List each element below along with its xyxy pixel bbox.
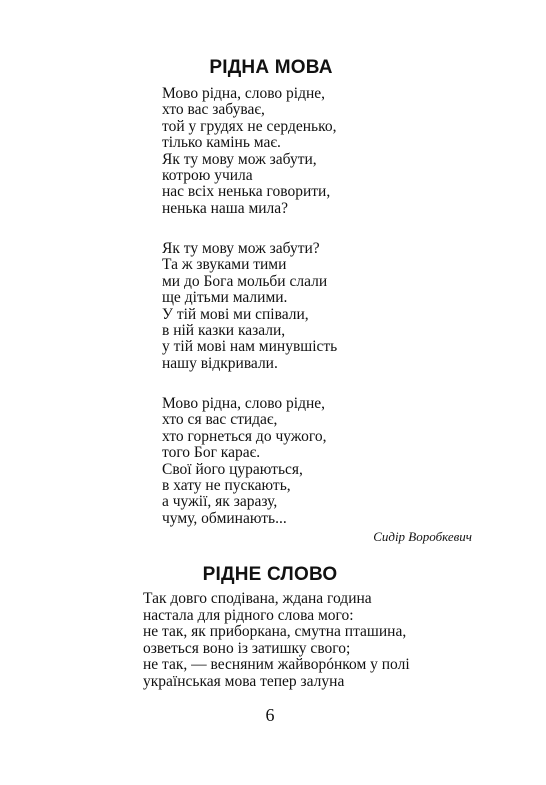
poem-line: українськая мова тепер залуна bbox=[143, 672, 345, 690]
poem-line: а чужії, як заразу, bbox=[162, 493, 278, 511]
poem-body bbox=[143, 591, 410, 691]
poem-stanza bbox=[162, 86, 336, 217]
poem-line: хто ся вас стидає, bbox=[162, 411, 278, 429]
poem-line: в хату не пускають, bbox=[162, 477, 291, 495]
poem-line: нашу відкривали. bbox=[162, 354, 278, 372]
poem-author: Сидір Воробкевич bbox=[373, 529, 472, 544]
poem-line: Мово рідна, слово рідне, bbox=[162, 395, 326, 412]
poem-line: того Бог карає. bbox=[162, 444, 261, 462]
poem-line: не так, як приборкана, смутна пташина, bbox=[143, 623, 407, 641]
poem-line: Мово рідна, слово рідне, bbox=[162, 85, 326, 102]
poem-line: хто вас забуває, bbox=[162, 101, 265, 119]
poem-line: ми до Бога мольби слали bbox=[162, 272, 328, 290]
poem-line: хто горнеться до чужого, bbox=[162, 427, 327, 445]
poem-line: у тій мові нам минувшість bbox=[162, 338, 338, 356]
poem-line: настала для рідного слова мого: bbox=[143, 606, 354, 624]
poem-stanza bbox=[162, 241, 337, 372]
poem-line: нас всіх ненька говорити, bbox=[162, 183, 331, 201]
poem-line: Та ж звуками тими bbox=[162, 256, 287, 274]
poem-line: котрою учила bbox=[162, 167, 253, 185]
page-number: 6 bbox=[265, 705, 275, 725]
poem-line: ще дітьми малими. bbox=[162, 289, 288, 307]
poem-line: в ній казки казали, bbox=[162, 322, 286, 340]
poem-line: не так, — весняним жайворóнком у полі bbox=[143, 656, 410, 674]
poem-stanza bbox=[162, 396, 326, 527]
poem-title: РІДНА МОВА bbox=[209, 57, 333, 78]
poem-line: озветься воно із затишку свого; bbox=[143, 639, 351, 657]
poem-line: Як ту мову мож забути, bbox=[162, 150, 317, 168]
poem-title: РІДНЕ СЛОВО bbox=[202, 564, 338, 585]
poem-line: чуму, обминають... bbox=[162, 509, 287, 527]
poem-line: Так довго сподівана, ждана година bbox=[143, 590, 372, 607]
poem-line: тілько камінь має. bbox=[162, 134, 281, 152]
poem-line: У тій мові ми співали, bbox=[162, 305, 309, 323]
poem-line: Як ту мову мож забути? bbox=[162, 240, 320, 257]
poem-line: той у грудях не серденько, bbox=[162, 117, 337, 135]
poem-line: Свої його цураються, bbox=[162, 460, 303, 478]
poem-line: ненька наша мила? bbox=[162, 199, 289, 217]
